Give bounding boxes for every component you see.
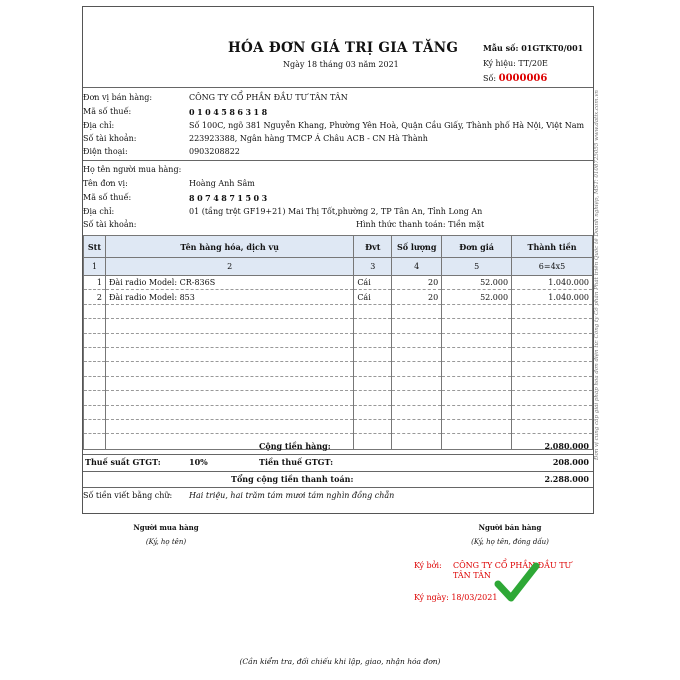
- form-number: Mẫu số: 01GTKT0/001: [483, 43, 584, 53]
- signed-by-line2: TÂN TÂN: [453, 570, 491, 580]
- invoice-date: Ngày 18 tháng 03 năm 2021: [283, 60, 399, 69]
- invoice-sheet: [82, 6, 594, 514]
- index-cell: 6=4x5: [512, 258, 593, 276]
- label: Điện thoại:: [83, 147, 128, 156]
- index-cell: 5: [442, 258, 512, 276]
- empty-row: [84, 333, 593, 347]
- seller-sign-note: (Ký, họ tên, đóng dấu): [471, 538, 549, 546]
- check-icon: [494, 560, 540, 606]
- buyer-signature: [116, 523, 216, 546]
- seller-sign-title: Người bán hàng: [478, 523, 542, 532]
- buyer-unit: Hoàng Anh Sâm: [189, 179, 255, 188]
- seller-phone: 0903208822: [189, 147, 240, 156]
- cell-price: 52.000: [442, 276, 512, 290]
- subtotal-label: Cộng tiền hàng:: [259, 441, 331, 451]
- empty-row: [84, 376, 593, 390]
- seller-addr: Số 100C, ngõ 381 Nguyễn Khang, Phường Yên Hoà, Quận Cầu Giấy, Thành phố Hà Nội, Việt Nam: [189, 121, 585, 130]
- label: Số tiền viết bằng chữ:: [83, 491, 173, 500]
- index-cell: 3: [354, 258, 392, 276]
- divider: [83, 454, 593, 455]
- col-amount: Thành tiền: [512, 236, 593, 258]
- empty-row: [84, 347, 593, 361]
- footer-note: (Cần kiểm tra, đối chiếu khi lập, giao, nhận hóa đơn): [239, 657, 441, 666]
- seller-acct: 223923388, Ngân hàng TMCP Á Châu ACB - CN Hà Thành: [189, 134, 428, 143]
- vat-value: 208.000: [552, 457, 589, 467]
- vat-rate-label: Thuế suất GTGT:: [85, 457, 161, 467]
- col-stt: Stt: [84, 236, 106, 258]
- index-cell: 4: [392, 258, 442, 276]
- cell-amount: 1.040.000: [512, 276, 593, 290]
- label: Mã số thuế:: [83, 193, 132, 202]
- provider-note: Đơn vị cung cấp giải pháp hóa đơn điện tử: Công ty Cổ phần Phát triển Quốc tế Doanh nghiệp, MST: 0108725055 www.datix.com.vn: [594, 90, 600, 460]
- cell-qty: 20: [392, 290, 442, 304]
- cell-unit: Cái: [354, 276, 392, 290]
- cell-name: Đài radio Model: 853: [105, 290, 353, 304]
- divider: [83, 471, 593, 472]
- seller-tax: 0104586318: [189, 107, 270, 117]
- seller-signature: [460, 523, 560, 546]
- index-row: [84, 258, 593, 276]
- empty-row: [84, 419, 593, 433]
- empty-row: [84, 304, 593, 318]
- buyer-sign-note: (Ký, họ tên): [145, 538, 187, 546]
- label: Số tài khoản:: [83, 134, 137, 143]
- invoice-number-row: [483, 73, 547, 84]
- cell-price: 52.000: [442, 290, 512, 304]
- invoice-number: 0000006: [498, 73, 548, 84]
- table-row: [84, 276, 593, 290]
- vat-rate: 10%: [189, 457, 208, 467]
- seller-unit: CÔNG TY CỔ PHẦN ĐẦU TƯ TÂN TÂN: [189, 93, 348, 102]
- buyer-sign-title: Người mua hàng: [133, 523, 199, 532]
- payment-method: Hình thức thanh toán: Tiền mặt: [356, 220, 485, 229]
- sign-date: 18/03/2021: [451, 593, 498, 602]
- divider: [83, 160, 593, 161]
- col-price: Đơn giá: [442, 236, 512, 258]
- col-qty: Số lượng: [392, 236, 442, 258]
- buyer-tax: 8074871503: [189, 193, 270, 203]
- index-cell: 2: [105, 258, 353, 276]
- label: Số tài khoản:: [83, 220, 137, 229]
- empty-row: [84, 405, 593, 419]
- sign-date-row: [414, 593, 497, 602]
- invoice-title: HÓA ĐƠN GIÁ TRỊ GIA TĂNG: [228, 40, 459, 56]
- subtotal-value: 2.080.000: [544, 441, 589, 451]
- cell-unit: Cái: [354, 290, 392, 304]
- amount-words: Hai triệu, hai trăm tám mươi tám nghìn đồng chẵn: [189, 491, 395, 500]
- label: Họ tên người mua hàng:: [83, 165, 182, 174]
- table-header: [84, 236, 593, 258]
- cell-stt: 2: [84, 290, 106, 304]
- signed-by-line1: CÔNG TY CỔ PHẦN ĐẦU TƯ: [453, 561, 572, 570]
- empty-row: [84, 362, 593, 376]
- empty-row: [84, 434, 593, 450]
- items-table: [83, 235, 593, 450]
- vat-label: Tiền thuế GTGT:: [259, 457, 334, 467]
- label: Địa chỉ:: [83, 121, 115, 130]
- empty-row: [84, 391, 593, 405]
- col-name: Tên hàng hóa, dịch vụ: [105, 236, 353, 258]
- signed-by-label: Ký bởi:: [414, 561, 442, 570]
- cell-amount: 1.040.000: [512, 290, 593, 304]
- total-value: 2.288.000: [544, 474, 589, 484]
- empty-row: [84, 319, 593, 333]
- invoice-number-label: Số:: [483, 74, 497, 83]
- col-unit: Đvt: [354, 236, 392, 258]
- cell-stt: 1: [84, 276, 106, 290]
- total-label: Tổng cộng tiền thanh toán:: [231, 474, 354, 484]
- index-cell: 1: [84, 258, 106, 276]
- label: Mã số thuế:: [83, 107, 132, 116]
- symbol: Ký hiệu: TT/20E: [483, 59, 548, 68]
- divider: [83, 87, 593, 88]
- cell-name: Đài radio Model: CR-836S: [105, 276, 353, 290]
- label: Đơn vị bán hàng:: [83, 93, 153, 102]
- label: Tên đơn vị:: [83, 179, 128, 188]
- buyer-addr: 01 (tầng trệt GF19+21) Mai Thị Tốt,phường 2, TP Tân An, Tỉnh Long An: [189, 207, 483, 216]
- sign-date-label: Ký ngày:: [414, 593, 449, 602]
- cell-qty: 20: [392, 276, 442, 290]
- label: Địa chỉ:: [83, 207, 115, 216]
- table-row: [84, 290, 593, 304]
- divider: [83, 487, 593, 488]
